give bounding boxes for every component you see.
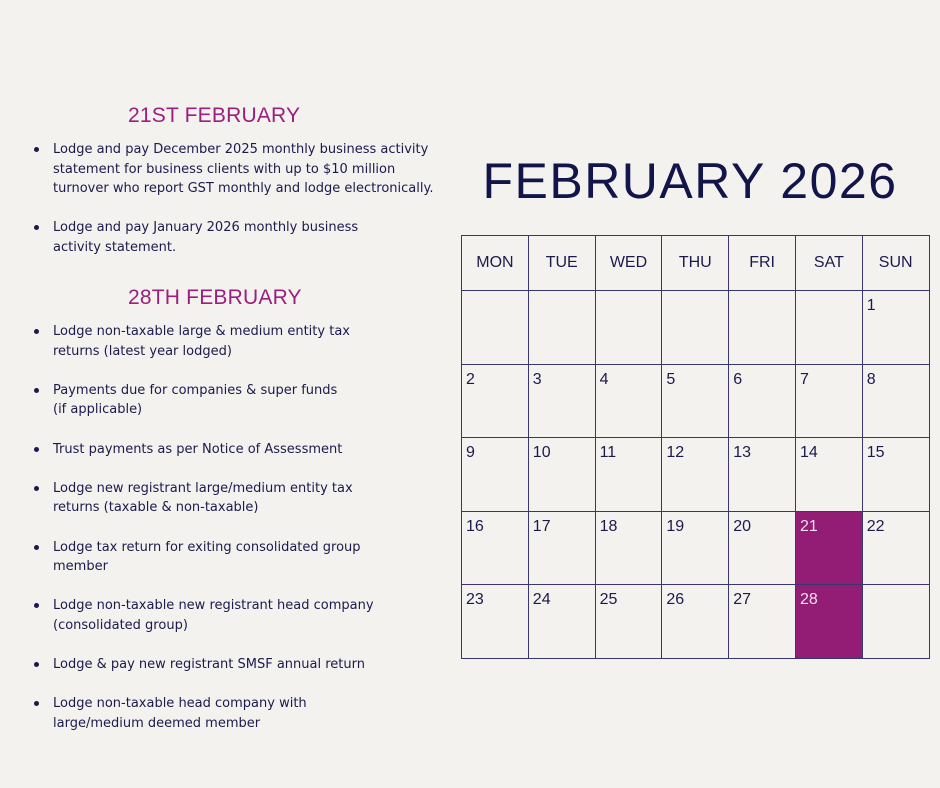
calendar-day-cell-highlighted (795, 511, 862, 585)
weekday-fri: FRI (729, 236, 796, 291)
calendar-day-cell (862, 511, 929, 585)
calendar-day-number (729, 298, 733, 304)
calendar-day-number: 9 (466, 444, 475, 462)
calendar-day-cell (795, 364, 862, 438)
calendar-empty-cell (662, 291, 729, 365)
deadline-item: Lodge and pay December 2025 monthly business activity statement for business clients with up to $10 million turnover who report GST monthly and lodge electronically. (34, 140, 453, 199)
calendar-day-number: 14 (799, 444, 818, 462)
calendar-day-cell (528, 438, 595, 512)
deadline-item: Payments due for companies & super funds (if applicable) (34, 381, 353, 420)
calendar-day-cell (795, 438, 862, 512)
calendar-title: FEBRUARY 2026 (482, 153, 898, 209)
calendar-week-row (462, 585, 930, 659)
calendar-day-number: 22 (866, 517, 885, 535)
calendar-empty-cell (462, 291, 529, 365)
calendar-day-number (662, 298, 666, 304)
calendar-day-cell (862, 364, 929, 438)
calendar-day-number: 24 (532, 591, 551, 609)
calendar-day-number: 28 (799, 591, 818, 609)
calendar-day-number: 6 (733, 370, 743, 388)
calendar-day-number: 4 (599, 370, 609, 388)
deadline-item: Lodge and pay January 2026 monthly business activity statement. (34, 218, 403, 257)
calendar-day-number: 5 (666, 370, 676, 388)
weekday-tue: TUE (528, 236, 595, 291)
calendar-day-cell (462, 585, 529, 659)
calendar-day-number: 17 (532, 517, 551, 535)
deadline-item: Lodge & pay new registrant SMSF annual return (34, 655, 383, 675)
deadline-item: Lodge tax return for exiting consolidated group member (34, 538, 363, 577)
calendar-day-number: 19 (666, 517, 685, 535)
calendar-day-cell (595, 364, 662, 438)
calendar-empty-cell (862, 585, 929, 659)
calendar-empty-cell (729, 291, 796, 365)
calendar-day-number (529, 298, 533, 304)
deadline-item: Lodge non-taxable large & medium entity tax returns (latest year lodged) (34, 322, 363, 361)
calendar-day-cell (729, 364, 796, 438)
deadline-list-21st (34, 140, 453, 258)
calendar-day-number: 7 (799, 370, 809, 388)
calendar-day-number: 15 (866, 444, 885, 462)
calendar-day-cell (662, 364, 729, 438)
calendar-day-number: 2 (466, 370, 475, 388)
calendar-day-number: 26 (666, 591, 685, 609)
calendar-day-cell (462, 511, 529, 585)
calendar-day-number: 23 (466, 591, 484, 609)
deadline-item: Lodge new registrant large/medium entity tax returns (taxable & non-taxable) (34, 479, 353, 518)
calendar-week-row (462, 364, 930, 438)
calendar-day-cell (528, 585, 595, 659)
calendar-empty-cell (595, 291, 662, 365)
calendar-day-cell (595, 438, 662, 512)
calendar-day-cell (729, 585, 796, 659)
calendar-day-cell-highlighted (795, 585, 862, 659)
section-heading-21st: 21ST FEBRUARY (128, 104, 301, 127)
calendar-day-number (863, 592, 867, 598)
calendar-day-number: 27 (733, 591, 751, 609)
calendar-day-cell (862, 291, 929, 365)
calendar-day-cell (662, 438, 729, 512)
calendar-day-number: 20 (733, 517, 751, 535)
calendar-day-number: 12 (666, 444, 685, 462)
calendar-day-number: 13 (733, 444, 751, 462)
calendar-day-cell (729, 511, 796, 585)
calendar-day-cell (462, 364, 529, 438)
calendar-grid (461, 235, 930, 659)
calendar-day-number (462, 298, 466, 304)
calendar-day-cell (862, 438, 929, 512)
calendar-day-number: 10 (532, 444, 551, 462)
calendar-day-cell (662, 585, 729, 659)
calendar-week-row (462, 511, 930, 585)
calendar-day-number: 8 (866, 370, 876, 388)
deadline-list-28th (34, 322, 393, 733)
calendar-day-number: 3 (532, 370, 542, 388)
calendar-day-cell (595, 585, 662, 659)
calendar-day-cell (729, 438, 796, 512)
calendar-day-number: 21 (799, 517, 818, 535)
calendar-day-cell (528, 511, 595, 585)
calendar-week-row (462, 438, 930, 512)
weekday-thu: THU (662, 236, 729, 291)
section-heading-28th: 28TH FEBRUARY (128, 286, 302, 309)
calendar-empty-cell (528, 291, 595, 365)
weekday-mon: MON (462, 236, 529, 291)
weekday-sat: SAT (795, 236, 862, 291)
calendar-day-number: 18 (599, 517, 618, 535)
calendar-day-number: 1 (866, 297, 876, 314)
calendar-week-row (462, 291, 930, 365)
weekday-wed: WED (595, 236, 662, 291)
calendar-day-cell (528, 364, 595, 438)
calendar-day-cell (662, 511, 729, 585)
weekday-header-row (462, 236, 930, 291)
calendar-day-number: 16 (466, 517, 484, 535)
calendar-day-number: 11 (599, 444, 617, 462)
deadline-item: Lodge non-taxable new registrant head company (consolidated group) (34, 596, 383, 635)
calendar-day-cell (595, 511, 662, 585)
weekday-sun: SUN (862, 236, 929, 291)
calendar-day-number (796, 298, 800, 304)
deadline-item: Trust payments as per Notice of Assessment (34, 440, 393, 460)
calendar-day-cell (462, 438, 529, 512)
calendar-day-number (596, 298, 600, 304)
deadline-item: Lodge non-taxable head company with large/medium deemed member (34, 694, 323, 733)
calendar-day-number: 25 (599, 591, 618, 609)
calendar-empty-cell (795, 291, 862, 365)
